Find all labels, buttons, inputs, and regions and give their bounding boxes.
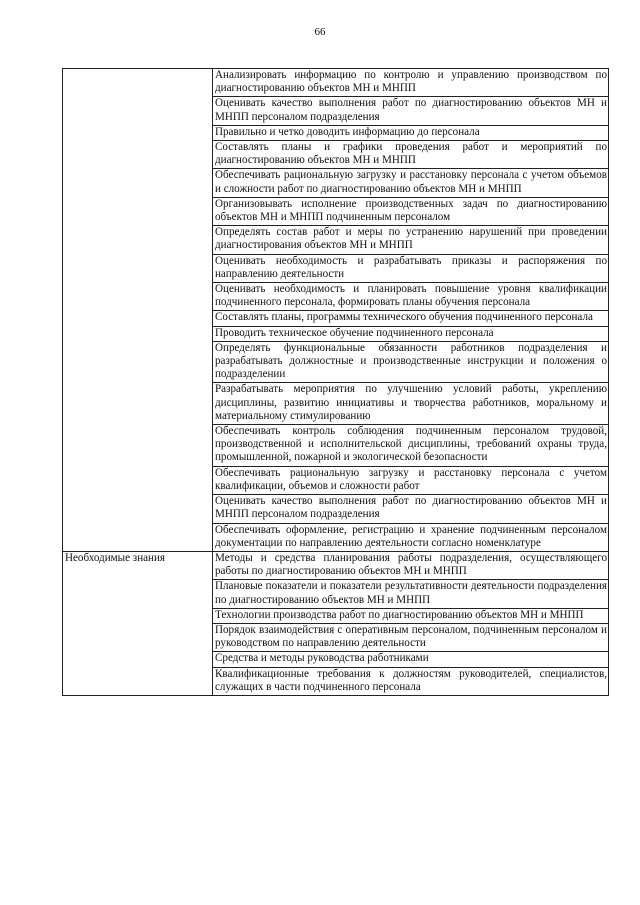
requirement-item: Порядок взаимодействия с оперативным персоналом, подчиненным персоналом и руководством по направлению деятельности: [213, 623, 609, 651]
table-row: [63, 551, 609, 579]
requirement-item: Квалификационные требования к должностям руководителей, специалистов, служащих в части подчиненного персонала: [213, 667, 609, 695]
requirement-item: Обеспечивать рациональную загрузку и расстановку персонала с учетом квалификации, объемов и сложности работ: [213, 466, 609, 494]
requirement-item: Проводить техническое обучение подчиненного персонала: [213, 326, 609, 341]
requirement-item: Составлять планы, программы технического обучения подчиненного персонала: [213, 311, 609, 326]
requirement-item: Определять функциональные обязанности работников подразделения и разрабатывать должностные и производственные инструкции и положения о подразделении: [213, 341, 609, 383]
table-row: [63, 69, 609, 97]
requirement-item: Разрабатывать мероприятия по улучшению условий работы, укреплению дисциплины, развитию инициативы и творчества работников, моральному и материальному стимулированию: [213, 383, 609, 425]
requirement-item: Организовывать исполнение производственных задач по диагностированию объектов МН и МНПП подчиненным персоналом: [213, 197, 609, 225]
requirement-item: Составлять планы и графики проведения работ и мероприятий по диагностированию объектов МН и МНПП: [213, 141, 609, 169]
requirement-item: Обеспечивать оформление, регистрацию и хранение подчиненным персоналом документации по направлению деятельности согласно номенклатуре: [213, 523, 609, 551]
section-label: [63, 69, 213, 552]
requirement-item: Анализировать информацию по контролю и управлению производством по диагностированию объектов МН и МНПП: [213, 69, 609, 97]
requirement-item: Обеспечивать рациональную загрузку и расстановку персонала с учетом объемов и сложности работ по диагностированию объектов МН и МНПП: [213, 169, 609, 197]
page-number: 66: [314, 26, 326, 38]
requirement-item: Оценивать необходимость и планировать повышение уровня квалификации подчиненного персонала, формировать планы обучения персонала: [213, 283, 609, 311]
requirement-item: Методы и средства планирования работы подразделения, осуществляющего работы по диагностированию объектов МН и МНПП: [213, 551, 609, 579]
requirement-item: Правильно и четко доводить информацию до персонала: [213, 125, 609, 140]
requirement-item: Оценивать необходимость и разрабатывать приказы и распоряжения по направлению деятельности: [213, 254, 609, 282]
requirement-item: Оценивать качество выполнения работ по диагностированию объектов МН и МНПП персоналом подразделения: [213, 495, 609, 523]
requirement-item: Плановые показатели и показатели результативности деятельности подразделения по диагностированию объектов МН и МНПП: [213, 580, 609, 608]
section-label: Необходимые знания: [63, 551, 213, 695]
requirement-item: Технологии производства работ по диагностированию объектов МН и МНПП: [213, 608, 609, 623]
requirement-item: Средства и методы руководства работниками: [213, 652, 609, 667]
requirement-item: Оценивать качество выполнения работ по диагностированию объектов МН и МНПП персоналом подразделения: [213, 97, 609, 125]
requirements-table: [62, 68, 609, 696]
requirement-item: Определять состав работ и меры по устранению нарушений при проведении диагностирования объектов МН и МНПП: [213, 226, 609, 254]
requirement-item: Обеспечивать контроль соблюдения подчиненным персоналом трудовой, производственной и исполнительской дисциплины, требований охраны труда, промышленной, пожарной и экологической безопасности: [213, 425, 609, 467]
